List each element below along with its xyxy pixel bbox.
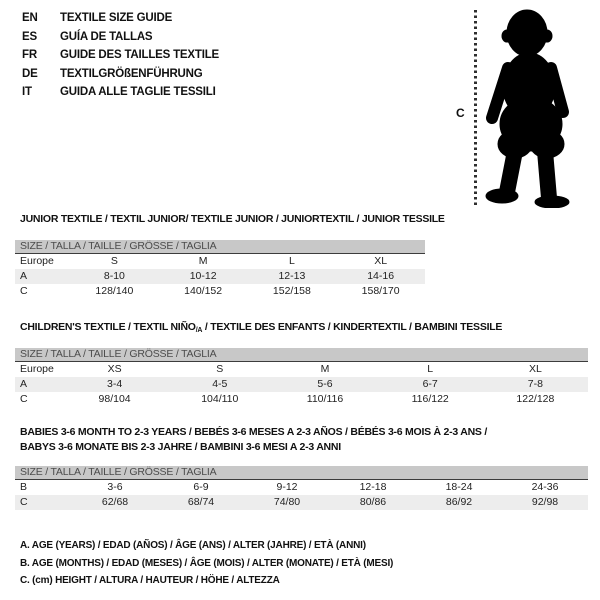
- cell: 86/92: [445, 496, 473, 508]
- cell: 14-16: [367, 270, 395, 282]
- size-header-bar: SIZE / TALLA / TAILLE / GRÖSSE / TAGLIA: [15, 240, 425, 254]
- table-row: [15, 392, 588, 407]
- table-row: [15, 284, 425, 299]
- language-row-es: [22, 28, 219, 47]
- guide-title-en: TEXTILE SIZE GUIDE: [60, 12, 173, 24]
- cell: 110/116: [306, 393, 344, 405]
- table-row: [15, 362, 588, 377]
- cell: 68/74: [187, 496, 215, 508]
- baby-height-figure: [430, 0, 600, 215]
- children-size-table: [15, 348, 588, 407]
- title-text: CHILDREN'S TEXTILE / TEXTIL NIÑO: [20, 321, 196, 333]
- cell: XL: [528, 363, 542, 375]
- title-text: / TEXTILE DES ENFANTS / KINDERTEXTIL / BAMBINI TESSILE: [202, 321, 503, 333]
- baby-silhouette: [483, 6, 588, 208]
- cell: 80/86: [359, 496, 387, 508]
- language-row-de: [22, 65, 219, 84]
- junior-size-table: [15, 240, 425, 299]
- language-code: ES: [22, 30, 37, 43]
- table-row: [15, 377, 588, 392]
- cell: 92/98: [531, 496, 559, 508]
- row-label: A: [20, 378, 28, 390]
- cell: 5-6: [317, 378, 333, 390]
- language-code: IT: [22, 86, 32, 98]
- cell: 3-6: [107, 481, 123, 493]
- cell: 62/68: [101, 496, 129, 508]
- note-height: C. (cm) HEIGHT / ALTURA / HAUTEUR / HÖHE / ALTEZZA: [20, 575, 280, 586]
- row-label: C: [20, 496, 28, 508]
- table-row: [15, 495, 588, 510]
- cell: 7-8: [527, 378, 543, 390]
- table-row: [15, 254, 425, 269]
- section-title-babies-line2: BABYS 3-6 MONATE BIS 2-3 JAHRE / BAMBINI 3-6 MESI A 2-3 ANNI: [20, 441, 341, 453]
- cell: 6-7: [422, 378, 438, 390]
- language-code: FR: [22, 49, 37, 61]
- cell: S: [216, 363, 224, 375]
- cell: 3-4: [107, 378, 123, 390]
- cell: 152/158: [272, 285, 311, 297]
- cell: 12-18: [359, 481, 387, 493]
- cell: 8-10: [103, 270, 125, 282]
- table-row: [15, 269, 425, 284]
- cell: 116/122: [411, 393, 449, 405]
- language-title-list: [22, 9, 219, 102]
- height-measure-dotted-line: [474, 10, 477, 207]
- row-label: A: [20, 270, 28, 282]
- cell: 9-12: [276, 481, 298, 493]
- cell: S: [110, 255, 118, 267]
- row-label: Europe: [20, 255, 54, 267]
- row-label: Europe: [20, 363, 54, 375]
- note-age-months: B. AGE (MONTHS) / EDAD (MESES) / ÂGE (MOIS) / ALTER (MONATE) / ETÀ (MESI): [20, 557, 394, 569]
- cell: 74/80: [273, 496, 301, 508]
- cell: 10-12: [189, 270, 217, 282]
- row-label: C: [20, 285, 28, 297]
- cell: 12-13: [278, 270, 306, 282]
- cell: L: [427, 363, 434, 375]
- cell: 4-5: [212, 378, 228, 390]
- guide-title-fr: GUIDE DES TAILLES TEXTILE: [60, 49, 219, 61]
- language-row-en: [22, 9, 219, 28]
- language-code: EN: [22, 12, 38, 24]
- guide-title-es: GUÍA DE TALLAS: [60, 30, 153, 43]
- guide-title-de: TEXTILGRÖßENFÜHRUNG: [60, 67, 203, 80]
- cell: 18-24: [445, 481, 473, 493]
- cell: 104/110: [201, 393, 239, 405]
- section-title-babies-line1: BABIES 3-6 MONTH TO 2-3 YEARS / BEBÉS 3-6 MESES A 2-3 AÑOS / BÉBÉS 3-6 MOIS À 2-3 ANS /: [20, 426, 488, 438]
- legend-notes: [20, 537, 393, 590]
- language-row-it: [22, 83, 219, 102]
- cell: 158/170: [361, 285, 400, 297]
- cell: XL: [374, 255, 388, 267]
- cell: 122/128: [516, 393, 555, 405]
- row-label: C: [20, 393, 28, 405]
- height-measure-label: C: [456, 106, 465, 120]
- guide-title-it: GUIDA ALLE TAGLIE TESSILI: [60, 86, 216, 98]
- babies-size-table: [15, 466, 588, 510]
- table-row: [15, 480, 588, 495]
- section-title-children: [20, 321, 502, 334]
- cell: M: [198, 255, 208, 267]
- cell: 6-9: [193, 481, 209, 493]
- cell: 98/104: [98, 393, 131, 405]
- cell: 24-36: [531, 481, 559, 493]
- size-header-bar: SIZE / TALLA / TAILLE / GRÖSSE / TAGLIA: [15, 348, 588, 362]
- row-label: B: [20, 481, 28, 493]
- cell: M: [320, 363, 330, 375]
- title-subscript: /A: [195, 327, 203, 334]
- language-row-fr: [22, 46, 219, 65]
- cell: 140/152: [184, 285, 223, 297]
- cell: L: [288, 255, 295, 267]
- language-code: DE: [22, 67, 38, 80]
- cell: XS: [107, 363, 122, 375]
- size-header-bar: SIZE / TALLA / TAILLE / GRÖSSE / TAGLIA: [15, 466, 588, 480]
- cell: 128/140: [95, 285, 134, 297]
- note-age-years: A. AGE (YEARS) / EDAD (AÑOS) / ÂGE (ANS) / ALTER (JAHRE) / ETÀ (ANNI): [20, 540, 366, 551]
- section-title-junior: JUNIOR TEXTILE / TEXTIL JUNIOR/ TEXTILE JUNIOR / JUNIORTEXTIL / JUNIOR TESSILE: [20, 213, 445, 225]
